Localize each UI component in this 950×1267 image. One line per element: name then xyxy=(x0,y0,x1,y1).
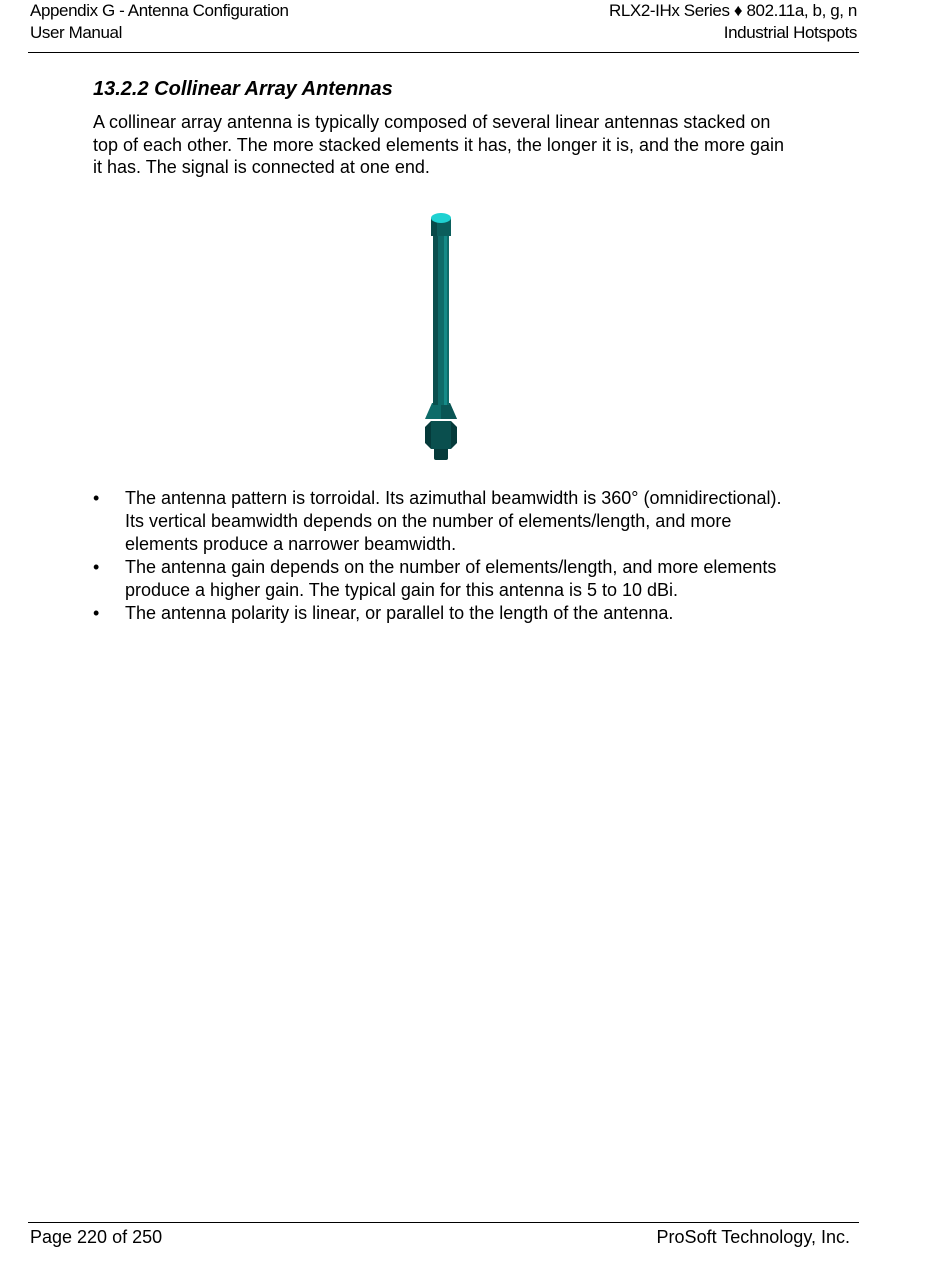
intro-paragraph: A collinear array antenna is typically composed of several linear antennas stacked on top of each other. The more stacked elements it has, the longer it is, and the more gain it has. The signal is connected at one end. xyxy=(93,112,785,177)
header-right xyxy=(560,0,857,44)
footer-divider xyxy=(28,1222,859,1223)
footer-company: ProSoft Technology, Inc. xyxy=(656,1227,850,1247)
collinear-antenna-icon xyxy=(405,205,475,470)
antenna-collar-shade xyxy=(441,403,457,419)
header-left xyxy=(30,0,289,44)
section-content xyxy=(93,76,793,179)
list-item-text: The antenna pattern is torroidal. Its azimuthal beamwidth is 360° (omnidirectional). Its vertical beamwidth depends on the number of elements/length, and more elements produce a narrower beamwidth. xyxy=(125,488,782,554)
footer-page-number: Page 220 of 250 xyxy=(30,1227,163,1247)
bullet-marker: • xyxy=(93,557,100,577)
antenna-shaft-shade xyxy=(433,233,438,405)
antenna-shaft-highlight xyxy=(444,233,447,405)
header-divider xyxy=(28,52,859,53)
antenna-figure xyxy=(405,205,475,470)
header-doc-type: User Manual xyxy=(30,23,122,42)
antenna-base-face xyxy=(431,421,451,449)
header-product: RLX2-IHx Series ♦ 802.11a, b, g, n xyxy=(608,1,857,20)
bullet-marker: • xyxy=(93,488,100,508)
section-title: 13.2.2 Collinear Array Antennas xyxy=(93,78,393,100)
list-item xyxy=(93,556,793,602)
header-chapter: Appendix G - Antenna Configuration xyxy=(30,1,289,20)
list-item xyxy=(93,602,793,625)
antenna-tip xyxy=(431,213,451,223)
bullet-marker: • xyxy=(93,603,100,623)
header-product-line: Industrial Hotspots xyxy=(723,23,857,42)
list-item-text: The antenna gain depends on the number of elements/length, and more elements produce a higher gain. The typical gain for this antenna is 5 to 10 dBi. xyxy=(125,557,777,600)
list-item xyxy=(93,487,793,556)
feature-list xyxy=(93,487,793,625)
list-item-text: The antenna polarity is linear, or parallel to the length of the antenna. xyxy=(125,603,674,623)
